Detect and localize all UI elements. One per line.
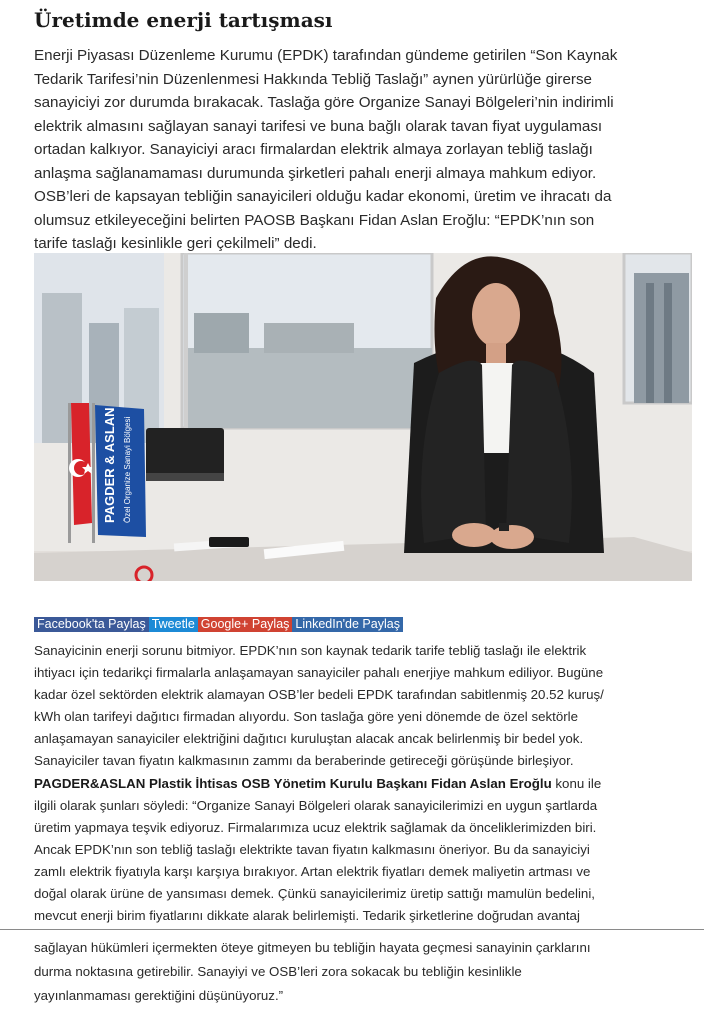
intro-line: elektrik almasını sağlayan sanayi tarifesi ve buna bağlı olarak tavan fiyat uygulaması [34, 117, 603, 135]
body-line: mevcut enerji birim fiyatlarını dikkate alarak belirlemişti. Tedarik şirketlerine doğrudan avantaj [34, 908, 580, 924]
intro-line: OSB’leri de kapsayan tebliğin sanayicileri olduğu kadar ekonomi, üretim ve ihracatı da [34, 188, 612, 205]
body-line-tail: konu ile [551, 775, 602, 791]
body-line: kadar özel sektörden elektrik alamayan OSB’ler bedeli EPDK tarafından sabitlenmiş 20.52 kuruş/ [34, 687, 604, 703]
body-line: kWh olan tarifeyi dağıtıcı firmadan alıyordu. Son taslağa göre yeni dönemde de özel sektörle [34, 709, 578, 725]
body-paragraph-continued [34, 936, 674, 1008]
intro-line: olumsuz etkileyeceğini belirten PAOSB Başkanı Fidan Aslan Eroğlu: “EPDK’nın son [34, 211, 595, 229]
intro-line: sanayiciyi zor durumda bırakacak. Taslağa göre Organize Sanayi Bölgeleri’nin indirimli [34, 94, 614, 111]
intro-line: Tedarik Tarifesi’nin Düzenlenmesi Hakkında Tebliğ Taslağı” aynen yürürlüğe girerse [34, 70, 593, 88]
body-paragraph [34, 640, 674, 927]
page-divider [0, 929, 704, 930]
intro-line: tarife taslağı kesinlikle geri çekilmeli” dedi. [34, 235, 317, 252]
intro-line: ortadan kalkıyor. Sanayiciyi aracı firmalardan elektrik almaya zorlayan tebliğ taslağı [34, 141, 593, 158]
body-line: ihtiyacı için tedarikçi firmalarla anlaşamayan sanayiciler pahalı enerjiye mahkum ediliyor. Bugüne [34, 665, 604, 681]
body-line: zamlı elektrik fiyatıyla karşı karşıya bırakıyor. Artan elektrik fiyatları demek maliyetin artması ve [34, 863, 591, 879]
body-line: yayınlanmaması gerektiğini düşünüyoruz.” [34, 988, 284, 1003]
body-line: Sanayiciler tavan fiyatın kalkmasının zammı da beraberinde getireceği görüşünde birleşiyor. [34, 753, 574, 769]
intro-line: Enerji Piyasası Düzenleme Kurumu (EPDK) tarafından gündeme getirilen “Son Kaynak [34, 47, 618, 64]
share-linkedin-button[interactable]: LinkedIn'de Paylaş [292, 617, 403, 632]
body-line: ilgili olarak şunları söyledi: “Organize Sanayi Bölgeleri olarak sanayicilerimizi en uygun şartlarda [34, 797, 598, 813]
body-line: Sanayicinin enerji sorunu bitmiyor. EPDK’nın son kaynak tedarik tarife tebliğ taslağı ile elektrik [34, 643, 587, 658]
share-facebook-button[interactable]: Facebook'ta Paylaş [34, 617, 149, 632]
flag-banner-subtext: Özel Organize Sanayi Bölgesi [123, 416, 132, 523]
flag-banner-text: PAGDER & ASLAN [102, 407, 117, 523]
body-line: durma noktasına getirebilir. Sanayiyi ve OSB’leri zora sokacak bu tebliğin kesinlikle [34, 964, 522, 979]
share-googleplus-button[interactable]: Google+ Paylaş [198, 617, 293, 632]
article-photo [34, 253, 692, 581]
body-line-with-bold [34, 773, 674, 795]
body-line: sağlayan hükümleri içermekten öteye gitmeyen bu tebliğin hayata geçmesi sanayinin çarklarını [34, 940, 591, 955]
body-line: anlaşamayan sanayiciler elektriğini dağıtıcı kuruluştan alacak ancak belirlenmiş bir bedel yok. [34, 731, 584, 747]
share-bar [34, 617, 403, 632]
share-twitter-button[interactable]: Tweetle [149, 617, 198, 632]
body-line: Ancak EPDK’nın son tebliğ taslağı elektrikte tavan fiyatın kalkmasını öneriyor. Bu da sanayiciyi [34, 841, 590, 857]
speaker-name: PAGDER&ASLAN Plastik İhtisas OSB Yönetim Kurulu Başkanı Fidan Aslan Eroğlu [34, 775, 552, 791]
body-line: doğal olarak ürüne de yansıması demek. Çünkü sanayicilerimiz üretip sattığı mamulün bedelini, [34, 886, 595, 902]
body-line: üretim yapmaya teşvik ediyoruz. Firmalarımıza ucuz elektrik sağlamak da önceliklerimizden biri. [34, 819, 597, 835]
intro-line: anlaşma sağlanamaması durumunda şirketleri pahalı enerji almaya mahkum ediyor. [34, 164, 597, 182]
article-title: Üretimde enerji tartışması [34, 8, 333, 32]
office-portrait-image [34, 253, 692, 581]
intro-paragraph [34, 44, 674, 256]
